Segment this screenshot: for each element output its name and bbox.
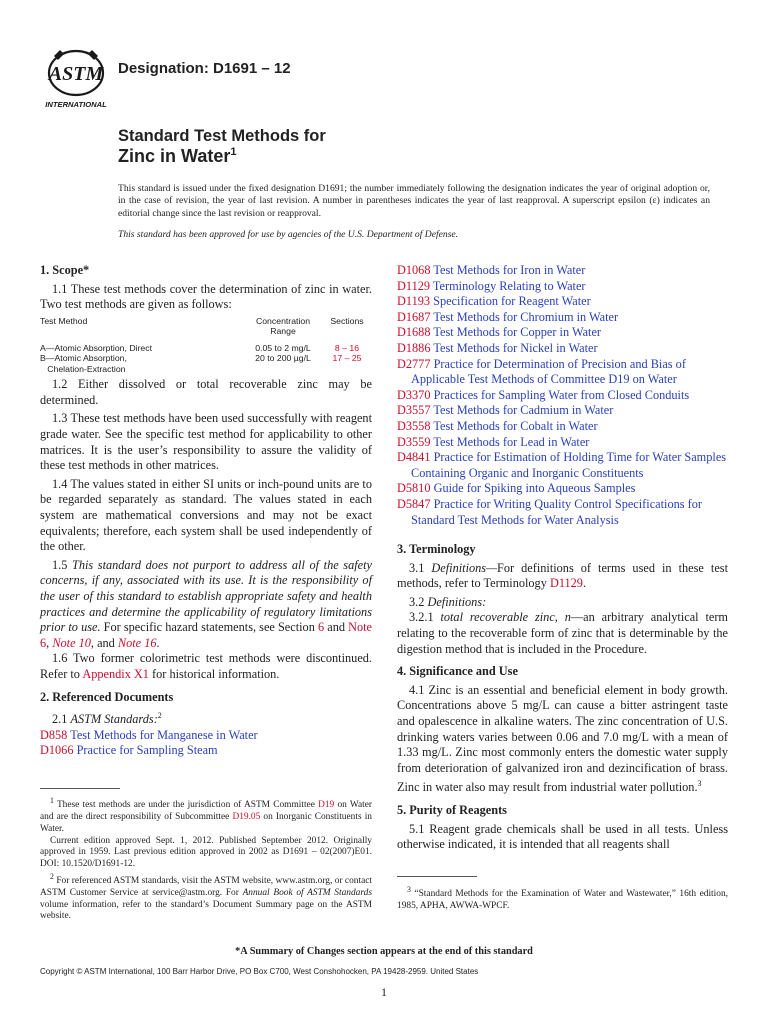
ref-item[interactable]: D1068 Test Methods for Iron in Water <box>397 263 586 277</box>
ref-item[interactable]: D1129 Terminology Relating to Water <box>397 278 586 293</box>
ref-item[interactable]: D4841 Practice for Estimation of Holding Time for Water Samples Containing Organic and Inorganic Constituents <box>397 450 727 480</box>
purity-heading: 5. Purity of Reagents <box>397 803 507 818</box>
footnote-1: $^1$ These test methods are under the jurisdiction of ASTM Committee D19 on Water and are the direct responsibility of Subcommittee D19.05 on Inorganic Constituents in Water. <box>40 796 373 834</box>
scope-methods-table <box>40 316 372 375</box>
ref-item[interactable]: D1687 Test Methods for Chromium in Water <box>397 309 619 324</box>
ref-item-d1066[interactable]: D1066 Practice for Sampling Steam <box>40 743 218 758</box>
designation-number: Designation: D1691 <box>118 60 258 77</box>
sections-b-link[interactable]: 17 – 25 <box>332 353 362 364</box>
terminology-heading: 3. Terminology <box>397 542 476 557</box>
footnote-3-ref[interactable]: 3 <box>697 779 702 789</box>
method-b: B—Atomic Absorption, Chelation-Extraction <box>40 353 127 374</box>
title-footnote-ref[interactable]: 1 <box>230 146 237 158</box>
table-row <box>40 343 372 354</box>
ref-item[interactable]: D5810 Guide for Spiking into Aqueous Samples <box>397 481 636 496</box>
ref-item[interactable]: D1193 Specification for Reagent Water <box>397 294 591 309</box>
issue-note: This standard is issued under the fixed designation D1691; the number immediately following the designation indicates the year of original adoption or, in the case of revision, the year of last revision. A number in parentheses indicates the year of last reapproval. A superscript epsilon (ε) indicates an editorial change since the last revision or reapproval. <box>118 183 710 219</box>
table-row <box>40 353 372 374</box>
d1129-link[interactable]: D1129 <box>549 576 583 591</box>
footnote-1-edition: Current edition approved Sept. 1, 2012. Published September 2012. Originally approved in 1959. Last previous edition approved in 2002 as D1691 – 02(2007)E01. DOI: 10.1520/D1691-12. <box>40 835 372 870</box>
footnotes-right <box>397 884 728 913</box>
scope-1-4: 1.4 The values stated in either SI units or inch-pound units are to be regarded separately as standard. The values stated in each system are mathematical conversions and may not be exact equivalents; therefore, each system shall be used independently of the other. <box>40 476 372 554</box>
ref-item[interactable]: D3557 Test Methods for Cadmium in Water <box>397 403 614 418</box>
footnote-divider-left <box>40 788 120 789</box>
scope-1-3: 1.3 These test methods have been used successfully with reagent grade water. See the specific test method for applicability to other matrices. It is the user’s responsibility to assure the validity of these test methods in other matrices. <box>40 411 372 473</box>
term-3-2-1: 3.2.1 total recoverable zinc, n—an arbitrary analytical term relating to the recoverable form of zinc that is determinable by the digestion method that is included in the Procedure. <box>397 610 728 656</box>
footnote-3: $^3$ “Standard Methods for the Examination of Water and Wastewater,” 16th edition, 1985, APHA, AWWA-WPCF. <box>397 885 728 911</box>
section-6-link[interactable]: 6 <box>317 620 325 635</box>
designation-year: – 12 <box>257 60 291 77</box>
note-6-link[interactable]: Note 6 <box>40 620 373 650</box>
ref-item[interactable]: D1688 Test Methods for Copper in Water <box>397 325 601 340</box>
sections-a-link[interactable]: 8 – 16 <box>334 342 360 353</box>
right-column <box>397 263 728 853</box>
svg-text:ASTM: ASTM <box>48 63 104 85</box>
col-conc-header: Concentration Range <box>255 315 311 337</box>
ref-item[interactable]: D5847 Practice for Writing Quality Control Specifications for Standard Test Methods for Water Analysis <box>397 496 702 527</box>
summary-of-changes-note: *A Summary of Changes section appears at the end of this standard <box>235 946 533 957</box>
col-sections-header: Sections <box>330 315 364 326</box>
scope-1-6: 1.6 Two former colorimetric test methods were discontinued. Refer to Appendix X1 for historical information. <box>40 651 372 681</box>
scope-1-1: 1.1 These test methods cover the determination of zinc in water. Two test methods are given as follows: <box>40 281 372 312</box>
copyright-line: Copyright © ASTM International, 100 Barr Harbor Drive, PO Box C700, West Conshohocken, PA 19428-2959. United States <box>40 967 479 976</box>
scope-heading: 1. Scope* <box>40 263 90 277</box>
ref-item[interactable]: D3370 Practices for Sampling Water from Closed Conduits <box>397 387 690 402</box>
note-16-link[interactable]: Note 16 <box>117 635 157 650</box>
title-text: Zinc in Water <box>118 146 231 166</box>
d19-05-link[interactable]: D19.05 <box>232 811 261 822</box>
d19-link[interactable]: D19 <box>318 800 335 811</box>
ref-2-1: 2.1 ASTM Standards:$^2$ <box>52 711 162 727</box>
designation <box>118 60 291 77</box>
purity-5-1: 5.1 Reagent grade chemicals shall be used in all tests. Unless otherwise indicated, it is intended that all reagents shall <box>397 821 728 852</box>
conc-a: 0.05 to 2 mg/L <box>255 342 311 353</box>
method-a: A—Atomic Absorption, Direct <box>40 342 153 353</box>
ref-item-d858[interactable]: D858 Test Methods for Manganese in Water <box>40 727 258 742</box>
ref-item[interactable]: D1886 Test Methods for Nickel in Water <box>397 340 598 355</box>
page-number: 1 <box>381 985 387 999</box>
title-line-2 <box>118 146 236 167</box>
term-3-2: 3.2 Definitions: <box>409 594 487 609</box>
ref-item[interactable]: D2777 Practice for Determination of Precision and Bias of Applicable Test Methods of Committee D19 on Water <box>397 356 686 387</box>
footnote-2: $^2$ For referenced ASTM standards, visit the ASTM website, www.astm.org, or contact ASTM Customer Service at service@astm.org. For Annual Book of ASTM Standards volume information, refer to the standard’s Document Summary page on the ASTM website. <box>40 871 372 922</box>
referenced-documents-heading: 2. Referenced Documents <box>40 689 174 704</box>
approval-note: This standard has been approved for use by agencies of the U.S. Department of Defense. <box>118 229 459 240</box>
col-method-header: Test Method <box>40 315 88 326</box>
note-10-link[interactable]: Note 10 <box>52 635 91 650</box>
footnotes-left <box>40 795 372 923</box>
term-3-1: 3.1 Definitions—For definitions of terms used in these test methods, refer to Terminology D1129. <box>397 560 728 591</box>
astm-logo <box>40 46 112 110</box>
conc-b: 20 to 200 µg/L <box>255 353 311 364</box>
ref-item[interactable]: D3559 Test Methods for Lead in Water <box>397 434 590 449</box>
ref-item[interactable]: D3558 Test Methods for Cobalt in Water <box>397 418 598 433</box>
sig-4-1: 4.1 Zinc is an essential and beneficial element in body growth. Concentrations above 5 mg/L can cause a bitter astringent taste and opalescence in alkaline waters. The zinc concentration of U.S. drinking waters varies between 0.06 and 7.0 mg/L with a mean of 1.33 mg/L. Zinc most commonly enters the domestic water supply from deterioration of galvanized iron and dezincification of brass. Zinc in water also may result from industrial water pollution.$^3$ <box>397 682 728 795</box>
scope-1-2: 1.2 Either dissolved or total recoverable zinc may be determined. <box>40 377 372 407</box>
table-header-row <box>40 316 372 337</box>
footnote-divider-right <box>397 876 477 877</box>
svg-text:INTERNATIONAL: INTERNATIONAL <box>45 100 107 109</box>
appendix-x1-link[interactable]: Appendix X1 <box>82 666 149 681</box>
scope-1-5: 1.5 This standard does not purport to address all of the safety concerns, if any, associated with its use. It is the responsibility of the user of this standard to establish appropriate safety and health practices and determine the applicability of regulatory limitations prior to use. For specific hazard statements, see Section 6 and Note 6, Note 10, and Note 16. <box>40 557 373 650</box>
left-column <box>40 263 372 759</box>
significance-heading: 4. Significance and Use <box>397 664 518 679</box>
title-line-1: Standard Test Methods for <box>118 127 326 145</box>
